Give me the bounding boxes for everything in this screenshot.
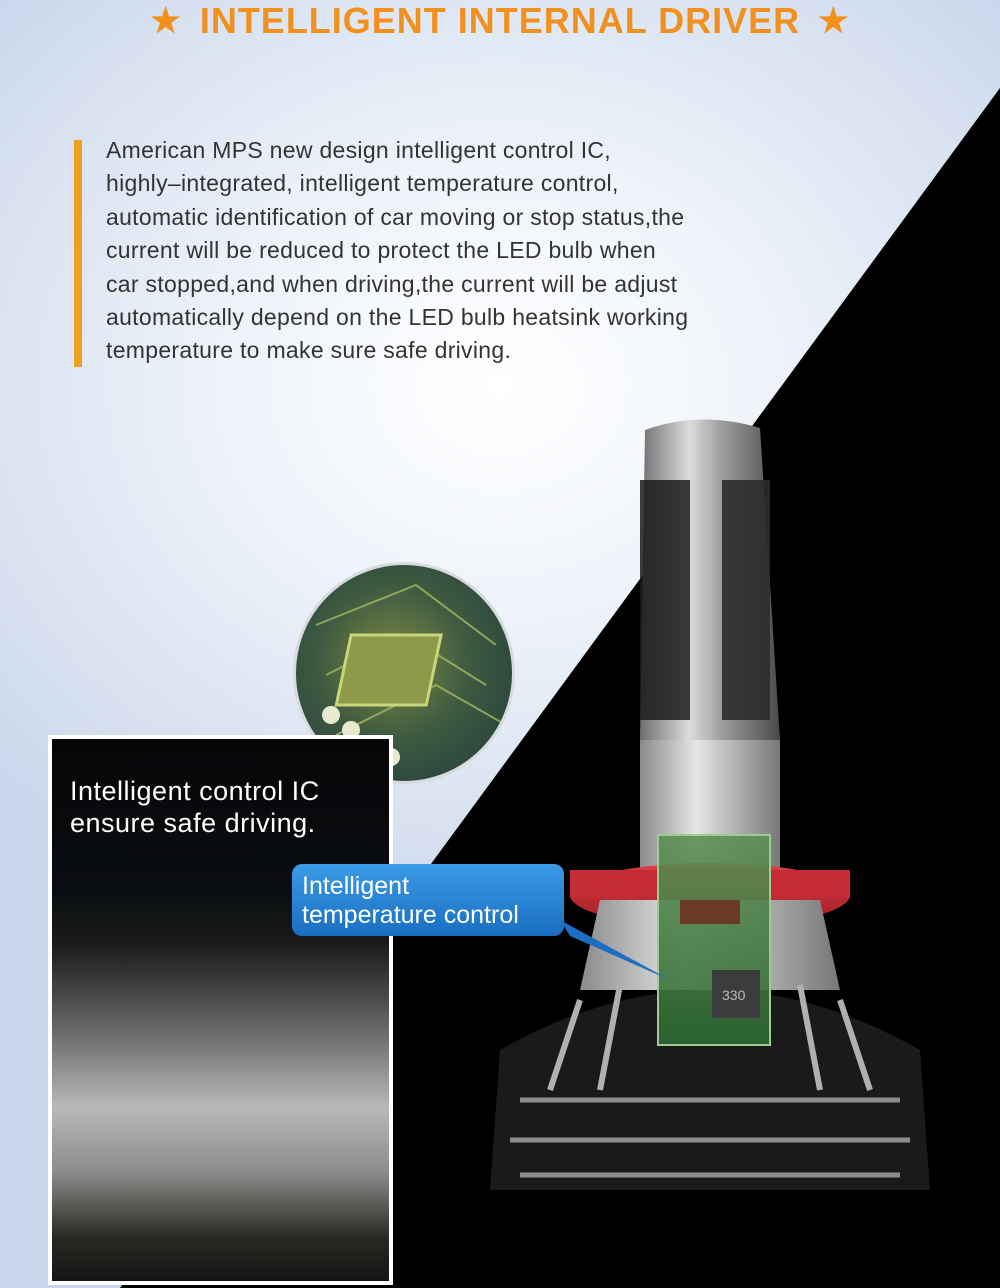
star-icon: ★ [150,2,182,40]
chip-label: 330 [722,987,746,1003]
description-text [106,134,786,368]
page-title [0,0,1000,42]
night-road-photo [48,735,393,1285]
description-line: temperature to make sure safe driving. [106,337,512,364]
description-line: automatically depend on the LED bulb heatsink working [106,304,689,331]
star-icon: ★ [818,2,850,40]
description-accent-bar [74,140,82,367]
photo-caption-line: ensure safe driving. [70,808,316,838]
description-line: current will be reduced to protect the LED bulb when [106,237,657,264]
title-text: INTELLIGENT INTERNAL DRIVER [199,0,801,41]
photo-caption [70,775,320,839]
description-line: car stopped,and when driving,the current will be adjust [106,270,678,297]
description-line: automatic identification of car moving or stop status,the [106,203,685,230]
photo-caption-line: Intelligent control IC [70,776,320,806]
led-bulb-image [460,410,960,1210]
callout-line: Intelligent [302,872,410,900]
description-line: American MPS new design intelligent control IC, [106,137,611,163]
temperature-control-callout [292,864,564,936]
callout-line: temperature control [302,901,519,929]
callout-pointer [560,920,680,990]
description-line: highly–integrated, intelligent temperature control, [106,170,619,197]
